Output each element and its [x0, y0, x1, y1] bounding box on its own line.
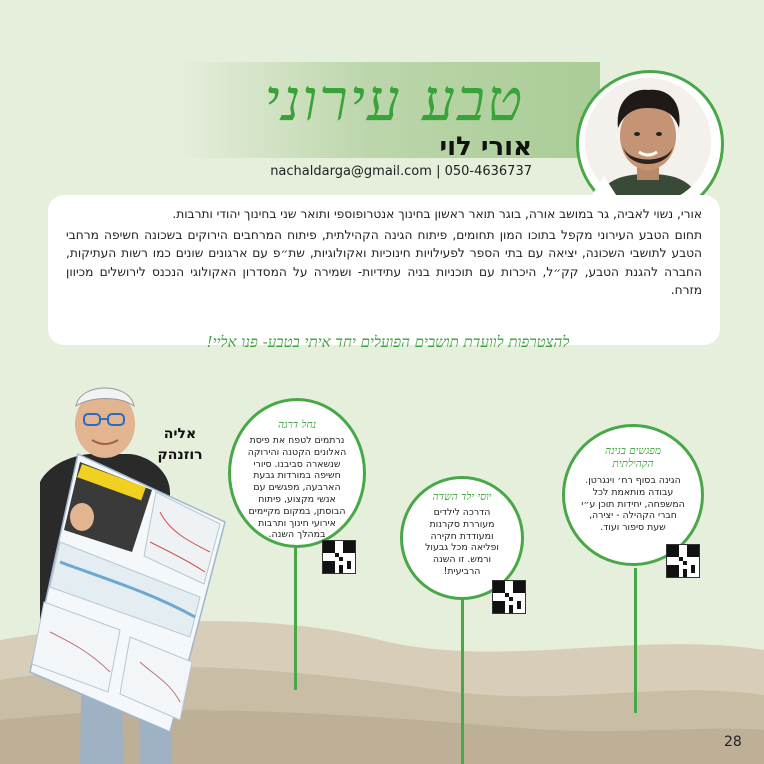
contact-line — [270, 164, 532, 179]
bio-paragraph-1: אורי, נשוי לאביה, גר במושב אורה, בוגר תואר ראשון בחינוך אנטרופוספי ותואר שני בחינוך יהודי ותרבות. — [172, 207, 702, 221]
stem-3 — [634, 568, 637, 713]
qr-code-2[interactable] — [492, 580, 526, 614]
circle-1-body: נרתמים לטפח את פיסת האלונים הקטנה והירוקה שנשארה סביבנו. סיורי חשיפה במורדות גבעת הארבעה, מפגשים עם אנשי מקצוע, פיתוח הבוסתן, במקום מקיימים אירועי חינוך ותרבות במהלך השנה. — [247, 435, 347, 541]
contact-separator: | — [436, 164, 441, 179]
circle-nahal-darga — [228, 398, 366, 548]
circle-2-body: הדרכה לילדים מעוררת סקרנות ומעודדת חקירה ופליאה מכל גבעול ורמש. זו השנה הרביעית! — [425, 507, 499, 577]
page-title: טבע עירוני — [264, 66, 524, 134]
call-to-action: להצטרפות לוועדת תושבים הפועלים יחד איתי בטבע- פנו אליי! — [206, 333, 570, 351]
child-caption — [140, 424, 220, 466]
qr-icon — [493, 581, 525, 613]
circle-3-body: הגינה בסוף רח׳ וינגרטן. עבודה מותאמת לכל המשפחה, יחידות תוכן ע״י חברי הקהילה - יצירה, שעת סיפור ועוד. — [581, 475, 685, 534]
bio-paragraph-2: תחום הטבע העירוני מקפל בתוכו המון תחומים, פיתוח הגינה הקהילתית, פיתוח המרחבים הירוקים בשכונה חשיפה מרחבי הטבע לתושבי השכונה, יציאה עם בתי הספר לפעילויות חינוכיות ואקולוגיות, שת״פ עם ארגונים שונים כמו רשות העתיקות, החברה להגנת הטבע, קק״ל, היכרות עם תוכניות בניה עתידיות- ושמירה על המסדרון האקולוגי הנכנס לירושלים מכיוון מזרח. — [66, 227, 702, 297]
stem-1 — [294, 530, 297, 690]
circle-2-heading: יוסי ילד השדה — [432, 491, 492, 503]
child-last-name: רוזנהק — [157, 447, 203, 463]
phone[interactable]: 050-4636737 — [444, 164, 532, 179]
qr-icon — [323, 541, 355, 573]
author-name: אורי לוי — [439, 132, 532, 162]
qr-icon — [667, 545, 699, 577]
stem-2 — [461, 585, 464, 764]
qr-code-3[interactable] — [666, 544, 700, 578]
bio-bubble — [48, 195, 720, 345]
circle-3-heading: מפגשים בגינה הקהילתית — [604, 445, 662, 470]
email[interactable]: nachaldarga@gmail.com — [270, 164, 432, 179]
child-first-name: אליה — [163, 426, 197, 442]
circle-1-heading: נחל דרגה — [277, 419, 317, 431]
page-number: 28 — [724, 734, 742, 750]
qr-code-1[interactable] — [322, 540, 356, 574]
